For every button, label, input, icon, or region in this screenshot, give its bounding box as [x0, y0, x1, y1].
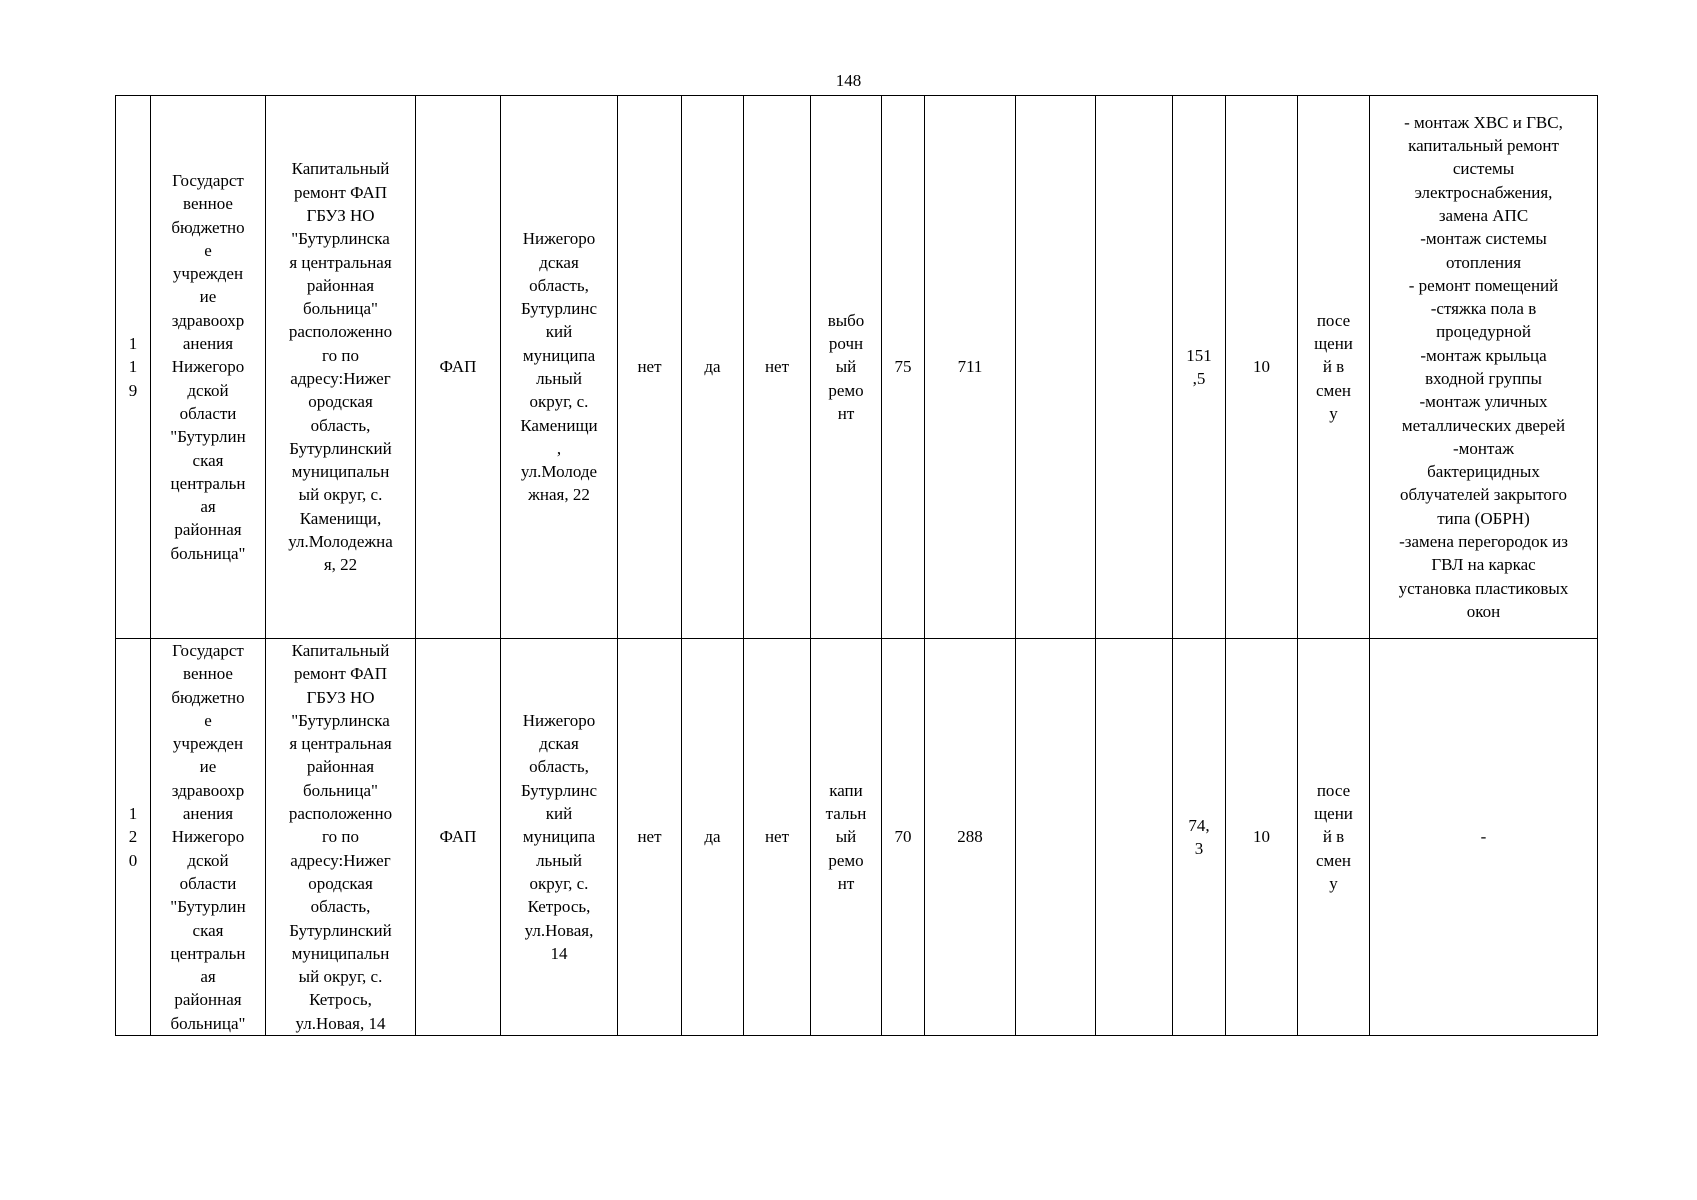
page-number: 148 [835, 71, 862, 90]
flag-b-cell: да [682, 96, 744, 639]
table-row [116, 96, 1598, 639]
table-row [116, 639, 1598, 1036]
address-cell: Нижегоро дская область, Бутурлинс кий муниципа льный округ, с. Кетрось, ул.Новая, 14 [501, 639, 618, 1036]
flag-c-cell: нет [744, 96, 811, 639]
capacity-cell: 10 [1226, 96, 1298, 639]
object-name-cell: Капитальный ремонт ФАП ГБУЗ НО "Бутурлинска я центральная районная больница" расположенно го по адресу:Нижег ородская область, Бутурлинский муниципальн ый округ, с. Кетрось, ул.Новая, 14 [266, 639, 416, 1036]
facility-type-cell: ФАП [416, 639, 501, 1036]
repair-type-cell: выбо рочн ый ремо нт [811, 96, 882, 639]
row-number: 1 2 0 [116, 639, 151, 1036]
data-table [115, 95, 1598, 1036]
value-e-cell: 711 [925, 96, 1016, 639]
facility-type-cell: ФАП [416, 96, 501, 639]
value-e-cell: 288 [925, 639, 1016, 1036]
value-g-cell [1096, 96, 1173, 639]
flag-a-cell: нет [618, 96, 682, 639]
capacity-unit-cell: посе щени й в смен у [1298, 639, 1370, 1036]
repair-type-cell: капи тальн ый ремо нт [811, 639, 882, 1036]
flag-c-cell: нет [744, 639, 811, 1036]
organization-cell: Государст венное бюджетно е учрежден ие здравоохр анения Нижегоро дской области "Бутурлин ская центральн ая районная больница" [151, 639, 266, 1036]
works-cell: - [1370, 639, 1598, 1036]
value-d-cell: 75 [882, 96, 925, 639]
object-name-cell: Капитальный ремонт ФАП ГБУЗ НО "Бутурлинска я центральная районная больница" расположенно го по адресу:Нижег ородская область, Бутурлинский муниципальн ый округ, с. Каменищи, ул.Молодежна я, 22 [266, 96, 416, 639]
area-cell: 151 ,5 [1173, 96, 1226, 639]
row-number: 1 1 9 [116, 96, 151, 639]
value-f-cell [1016, 639, 1096, 1036]
capacity-cell: 10 [1226, 639, 1298, 1036]
organization-cell: Государст венное бюджетно е учрежден ие здравоохр анения Нижегоро дской области "Бутурлин ская центральн ая районная больница" [151, 96, 266, 639]
value-g-cell [1096, 639, 1173, 1036]
area-cell: 74, 3 [1173, 639, 1226, 1036]
flag-a-cell: нет [618, 639, 682, 1036]
capacity-unit-cell: посе щени й в смен у [1298, 96, 1370, 639]
works-cell: - монтаж ХВС и ГВС, капитальный ремонт системы электроснабжения, замена АПС -монтаж системы отопления - ремонт помещений -стяжка пола в процедурной -монтаж крыльца входной группы -монтаж уличных металлических дверей -монтаж бактерицидных облучателей закрытого типа (ОБРН) -замена перегородок из ГВЛ на каркас установка пластиковых окон [1370, 96, 1598, 639]
value-d-cell: 70 [882, 639, 925, 1036]
address-cell: Нижегоро дская область, Бутурлинс кий муниципа льный округ, с. Каменищи , ул.Молоде жная, 22 [501, 96, 618, 639]
value-f-cell [1016, 96, 1096, 639]
flag-b-cell: да [682, 639, 744, 1036]
